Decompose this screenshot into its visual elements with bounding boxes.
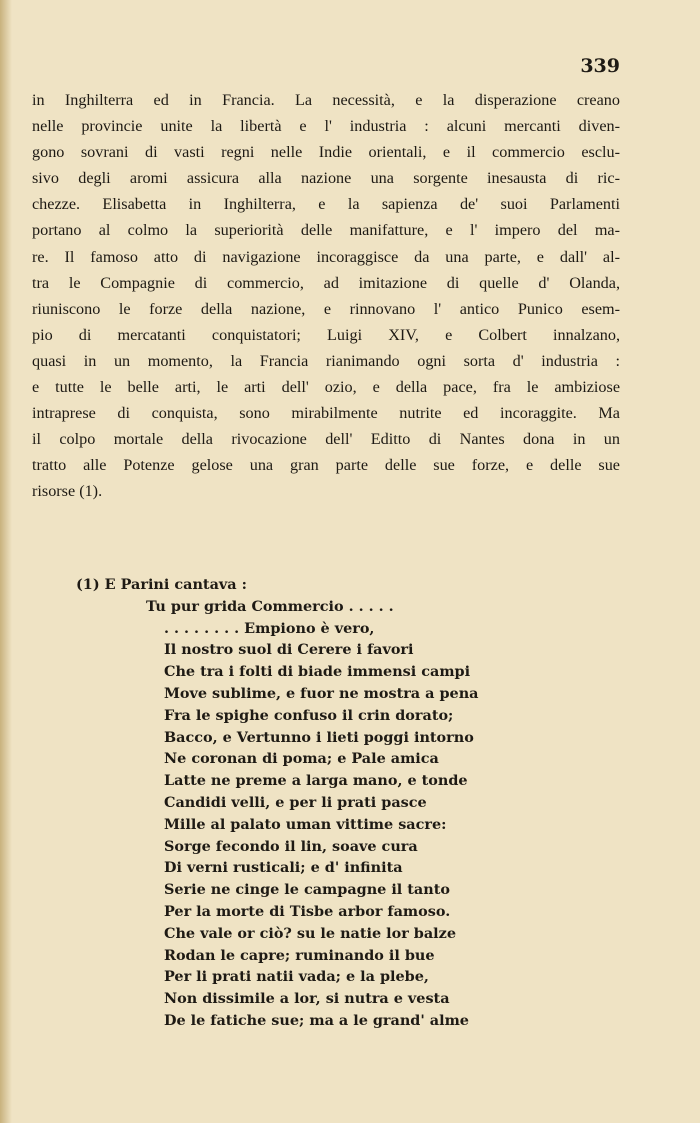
text-line: il colpo mortale della rivocazione dell' Editto di Nantes dona in un [32,430,620,449]
verse-line: Move sublime, e fuor ne mostra a pena [164,684,479,702]
verse-line: Tu pur grida Commercio . . . . . [146,597,394,615]
page-number: 339 [580,55,620,77]
main-text-block [32,87,620,505]
verse-line: Che vale or ciò? su le natie lor balze [164,924,456,942]
text-line: pio di mercatanti conquistatori; Luigi XIV, e Colbert innalzano, [32,325,620,344]
verse-line: Sorge fecondo il lin, soave cura [164,837,418,855]
text-line: in Inghilterra ed in Francia. La necessità, e la disperazione creano [32,91,620,109]
verse-line: Per la morte di Tisbe arbor famoso. [164,902,451,920]
verse-line: Per li prati natii vada; e la plebe, [164,968,429,986]
text-line: sivo degli aromi assicura alla nazione una sorgente inesausta di ric- [32,169,620,188]
text-line: nelle provincie unite la libertà e l' industria : alcuni mercanti diven- [32,117,620,136]
verse-line: Serie ne cinge le campagne il tanto [164,881,450,899]
footnote-intro: (1) E Parini cantava : [76,576,247,593]
text-line: tratto alle Potenze gelose una gran parte delle sue forze, e delle sue [32,456,620,475]
text-line: quasi in un momento, la Francia rianimando ogni sorta d' industria : [32,351,620,370]
text-line: intraprese di conquista, sono mirabilmente nutrite ed incoraggite. Ma [32,404,620,423]
verse-line: Che tra i folti di biade immensi campi [164,663,471,681]
text-line: e tutte le belle arti, le arti dell' ozio, e della pace, fra le ambiziose [32,378,620,397]
verse-line: Candidi velli, e per li prati pasce [164,793,427,811]
verse-line: . . . . . . . . Empiono è vero, [164,619,375,637]
verse-line: Mille al palato uman vittime sacre: [164,815,447,833]
verse-line: De le fatiche sue; ma a le grand' alme [164,1011,469,1029]
text-line: gono sovrani di vasti regni nelle Indie orientali, e il commercio esclu- [32,143,620,162]
verse-line: Fra le spighe confuso il crin dorato; [164,706,454,724]
verse-line: Non dissimile a lor, si nutra e vesta [164,990,450,1008]
text-line: chezze. Elisabetta in Inghilterra, e la sapienza de' suoi Parlamenti [32,195,620,214]
verse-line: Bacco, e Vertunno i lieti poggi intorno [164,728,474,746]
text-line: riuniscono le forze della nazione, e rinnovano l' antico Punico esem- [32,299,620,318]
text-line: portano al colmo la superiorità delle manifatture, e l' impero del ma- [32,221,620,240]
verse-line: Latte ne preme a larga mano, e tonde [164,772,468,790]
page-binding-shadow [0,0,12,1123]
verse-line: Il nostro suol di Cerere i favori [164,641,414,659]
text-line: tra le Compagnie di commercio, ad imitazione di quelle d' Olanda, [32,273,620,292]
text-line: risorse (1). [32,482,103,501]
verse-line: Rodan le capre; ruminando il bue [164,946,435,964]
verse-line: Ne coronan di poma; e Pale amica [164,750,439,768]
footnote [76,574,546,1032]
verse-line: Di verni rusticali; e d' infinita [164,859,403,877]
text-line: re. Il famoso atto di navigazione incoraggisce da una parte, e dall' al- [32,247,620,266]
